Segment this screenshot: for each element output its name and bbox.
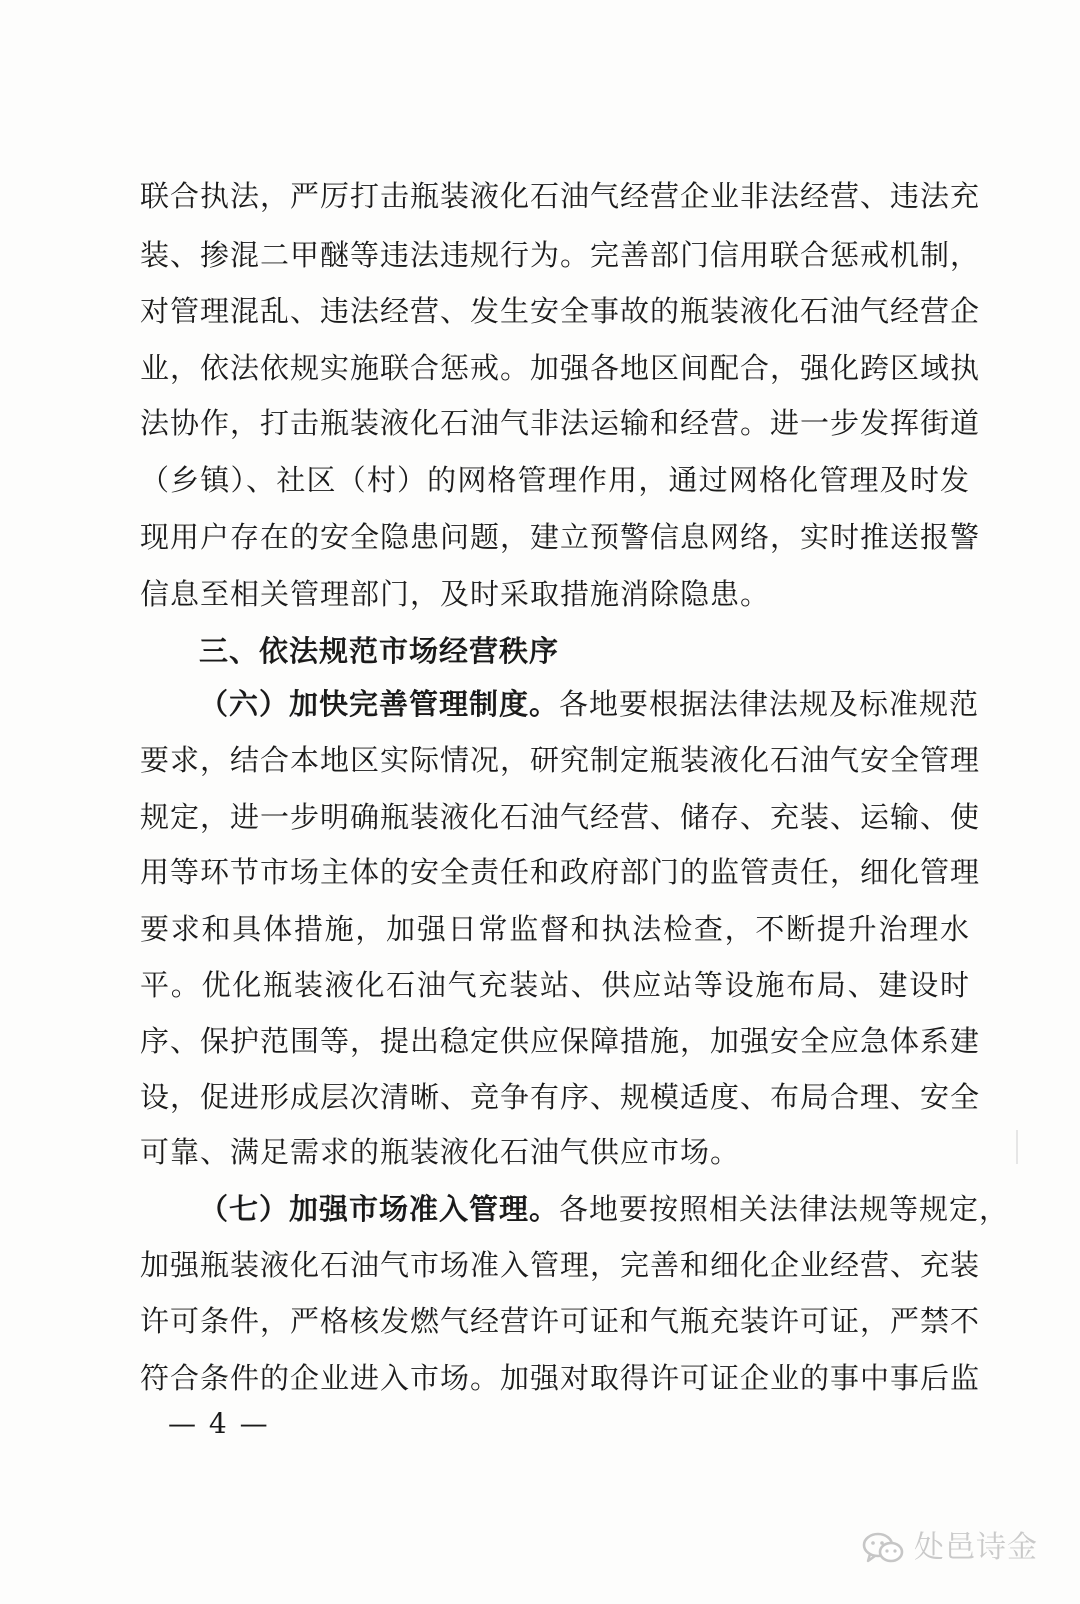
paragraph-line: 业，依法依规实施联合惩戒。加强各地区间配合，强化跨区域执 (140, 351, 981, 385)
item-7-first-line (199, 1189, 1010, 1229)
item-6-title: （六）加快完善管理制度。 (199, 687, 560, 721)
paragraph-line: 要求，结合本地区实际情况，研究制定瓶装液化石油气安全管理 (140, 743, 981, 777)
page-number: — 4 — (168, 1407, 270, 1440)
paragraph-line: 序、保护范围等，提出稳定供应保障措施，加强安全应急体系建 (140, 1024, 981, 1058)
section-heading: 三、依法规范市场经营秩序 (199, 634, 560, 668)
paragraph-line: 许可条件，严格核发燃气经营许可证和气瓶充装许可证，严禁不 (140, 1304, 981, 1338)
item-6-first-line (199, 684, 980, 724)
watermark-text: 处邑诗金 (914, 1530, 1038, 1565)
paragraph-line: 加强瓶装液化石油气市场准入管理，完善和细化企业经营、充装 (140, 1248, 981, 1282)
paragraph-line: 符合条件的企业进入市场。加强对取得许可证企业的事中事后监 (140, 1361, 981, 1395)
paragraph-line: 信息至相关管理部门，及时采取措施消除隐患。 (140, 577, 771, 611)
paragraph-line: 用等环节市场主体的安全责任和政府部门的监管责任，细化管理 (140, 855, 981, 889)
paragraph-line: 设，促进形成层次清晰、竞争有序、规模适度、布局合理、安全 (140, 1080, 981, 1114)
paragraph-line: 要求和具体措施，加强日常监督和执法检查，不断提升治理水 (140, 912, 970, 946)
wechat-icon (862, 1531, 904, 1565)
paragraph-line: 平。优化瓶装液化石油气充装站、供应站等设施布局、建设时 (140, 968, 970, 1002)
paragraph-line: （乡镇）、社区（村）的网格管理作用，通过网格化管理及时发 (140, 463, 970, 497)
item-6-text: 各地要根据法律法规及标准规范 (559, 687, 980, 721)
paragraph-line: 规定，进一步明确瓶装液化石油气经营、储存、充装、运输、使 (140, 800, 981, 834)
paragraph-line: 法协作，打击瓶装液化石油气非法运输和经营。进一步发挥街道 (140, 406, 981, 440)
scan-mark (1016, 1130, 1018, 1164)
item-7-text: 各地要按照相关法律法规等规定， (559, 1192, 1010, 1226)
paragraph-line: 现用户存在的安全隐患问题，建立预警信息网络，实时推送报警 (140, 520, 981, 554)
paragraph-line: 可靠、满足需求的瓶装液化石油气供应市场。 (140, 1135, 741, 1169)
watermark (862, 1528, 1038, 1568)
item-7-title: （七）加强市场准入管理。 (199, 1192, 560, 1226)
paragraph-line: 联合执法，严厉打击瓶装液化石油气经营企业非法经营、违法充 (140, 179, 981, 213)
paragraph-line: 装、掺混二甲醚等违法违规行为。完善部门信用联合惩戒机制， (140, 238, 981, 272)
paragraph-line: 对管理混乱、违法经营、发生安全事故的瓶装液化石油气经营企 (140, 294, 981, 328)
